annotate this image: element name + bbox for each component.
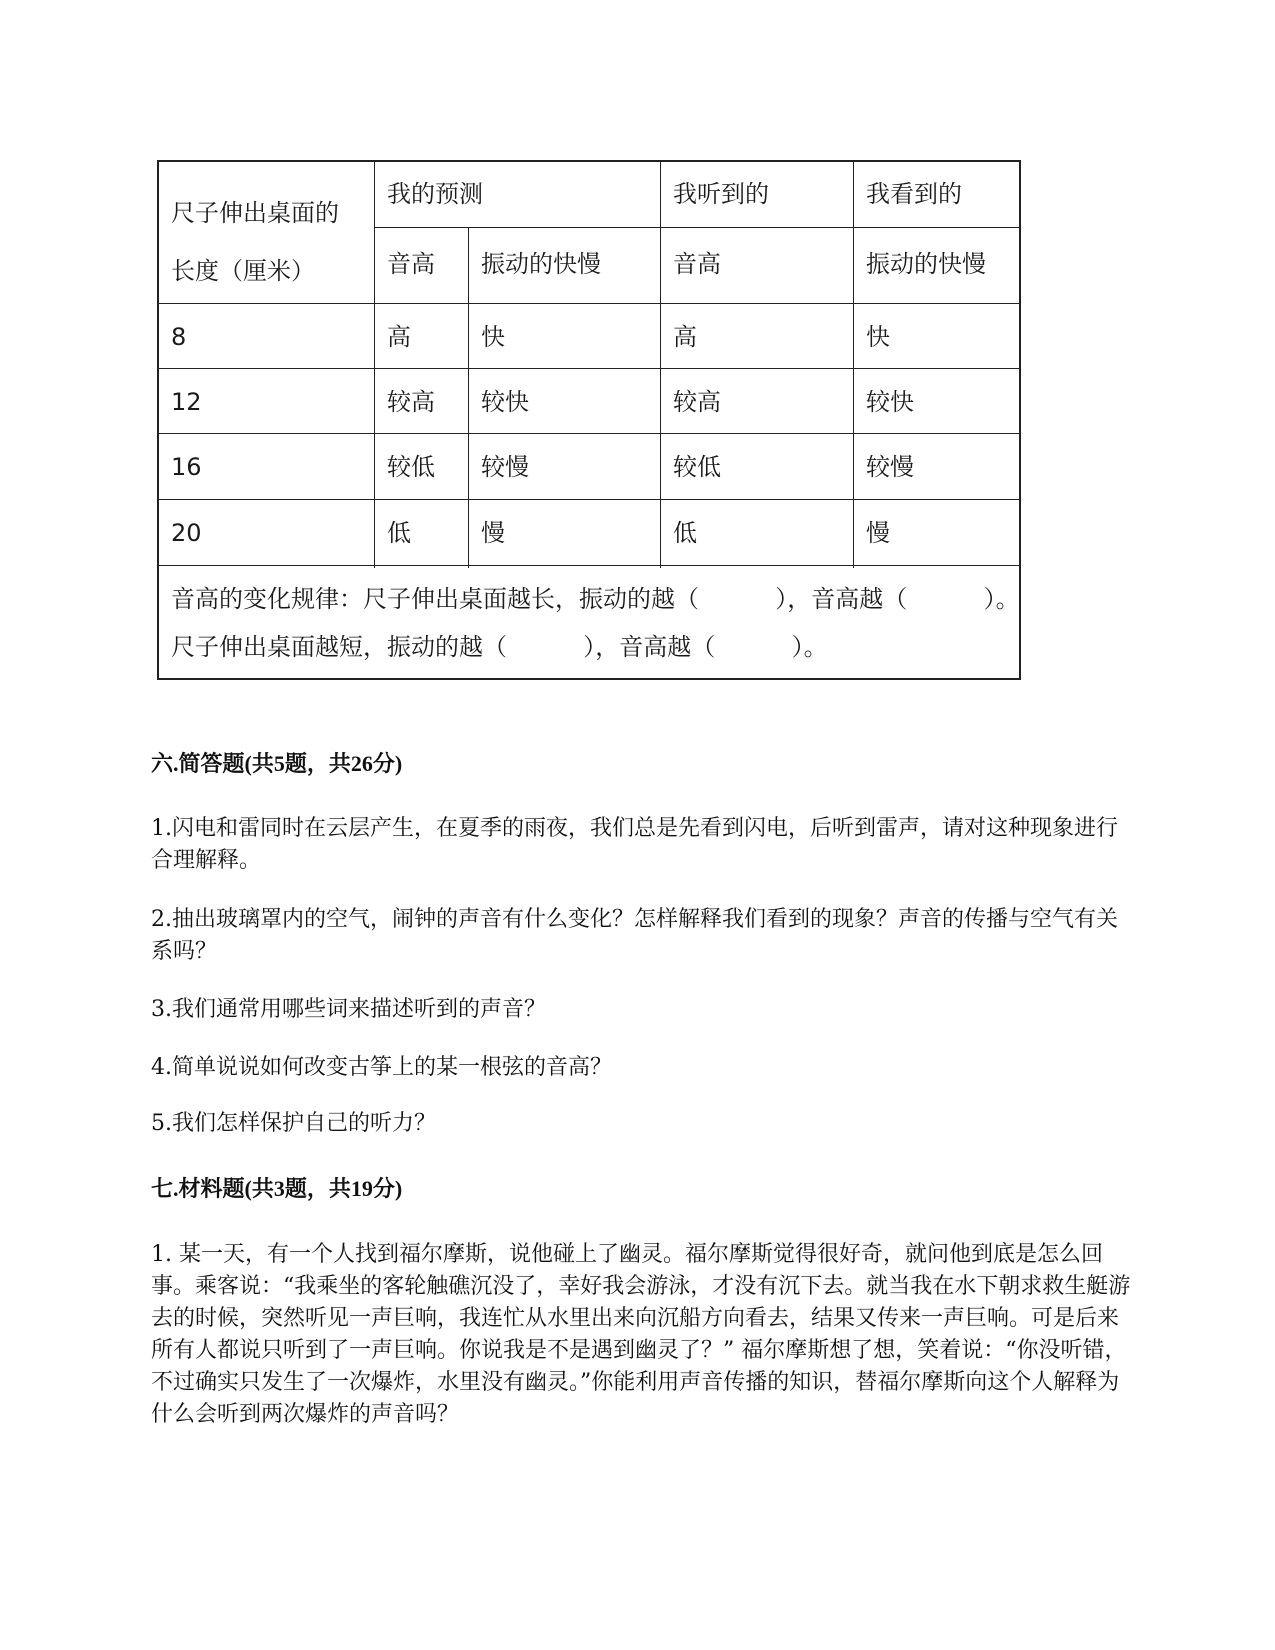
header-heard: 我听到的 <box>673 180 769 208</box>
question-6-3: 3.我们通常用哪些词来描述听到的声音？ <box>151 997 546 1022</box>
table-divider <box>159 565 1021 566</box>
table-cell: 高 <box>673 323 697 351</box>
table-divider <box>660 162 661 568</box>
pitch-rule-line1: 音高的变化规律：尺子伸出桌面越长，振动的越（ ），音高越（ ）。 <box>171 585 1020 613</box>
section7-title: 七.材料题(共3题，共19分) <box>151 1176 403 1201</box>
table-cell-length: 8 <box>171 323 187 351</box>
table-cell: 快 <box>481 323 505 351</box>
table-cell-length: 16 <box>171 453 202 481</box>
table-cell-length: 12 <box>171 388 202 416</box>
table-cell: 较快 <box>866 388 914 416</box>
header-seen: 我看到的 <box>866 180 962 208</box>
table-divider <box>374 162 375 568</box>
length-header <box>171 184 371 300</box>
table-divider <box>468 227 469 568</box>
question-6-2: 2.抽出玻璃罩内的空气，闹钟的声音有什么变化？怎样解释我们看到的现象？声音的传播与空气有关系吗？ <box>151 907 1118 964</box>
section6-title: 六.简答题(共5题，共26分) <box>151 751 403 776</box>
table-cell: 较慢 <box>481 453 529 481</box>
table-cell: 低 <box>387 519 411 547</box>
header-prediction: 我的预测 <box>387 180 483 208</box>
table-cell: 较高 <box>673 388 721 416</box>
table-cell: 高 <box>387 323 411 351</box>
table-divider <box>159 433 1021 434</box>
table-divider <box>374 227 1021 228</box>
table-cell: 较快 <box>481 388 529 416</box>
table-cell: 低 <box>673 519 697 547</box>
table-cell: 快 <box>866 323 890 351</box>
subheader-pitch: 音高 <box>673 250 721 278</box>
table-cell: 慢 <box>481 519 505 547</box>
table-cell: 较低 <box>673 453 721 481</box>
subheader-pitch: 音高 <box>387 250 435 278</box>
table-cell: 较高 <box>387 388 435 416</box>
question-7-1: 1. 某一天，有一个人找到福尔摩斯，说他碰上了幽灵。福尔摩斯觉得很好奇，就问他到底是怎么回事。乘客说：“我乘坐的客轮触礁沉没了，幸好我会游泳，才没有沉下去。就当我在水下朝求救生艇游去的时候，突然听见一声巨响，我连忙从水里出来向沉船方向看去，结果又传来一声巨响。可是后来所有人都说只听到了一声巨响。你说我是不是遇到幽灵了？” 福尔摩斯想了想，笑着说：“你没听错，不过确实只发生了一次爆炸，水里没有幽灵。”你能利用声音传播的知识，替福尔摩斯向这个人解释为什么会听到两次爆炸的声音吗？ <box>151 1242 1131 1427</box>
question-6-5: 5.我们怎样保护自己的听力？ <box>151 1111 436 1136</box>
table-divider <box>853 162 854 568</box>
table-cell: 较慢 <box>866 453 914 481</box>
table-divider <box>159 303 1021 304</box>
experiment-table <box>157 160 1021 680</box>
table-cell: 慢 <box>866 519 890 547</box>
subheader-vibration: 振动的快慢 <box>481 250 601 278</box>
table-divider <box>159 499 1021 500</box>
subheader-vibration: 振动的快慢 <box>866 250 986 278</box>
table-divider <box>159 368 1021 369</box>
question-6-1: 1.闪电和雷同时在云层产生，在夏季的雨夜，我们总是先看到闪电，后听到雷声，请对这种现象进行合理解释。 <box>151 816 1118 873</box>
table-cell-length: 20 <box>171 519 202 547</box>
length-header-line2: 长度（厘米） <box>171 257 315 285</box>
pitch-rule-line2: 尺子伸出桌面越短，振动的越（ ），音高越（ ）。 <box>171 633 828 661</box>
table-cell: 较低 <box>387 453 435 481</box>
length-header-line1: 尺子伸出桌面的 <box>171 199 339 227</box>
question-6-4: 4.简单说说如何改变古筝上的某一根弦的音高？ <box>151 1055 612 1080</box>
